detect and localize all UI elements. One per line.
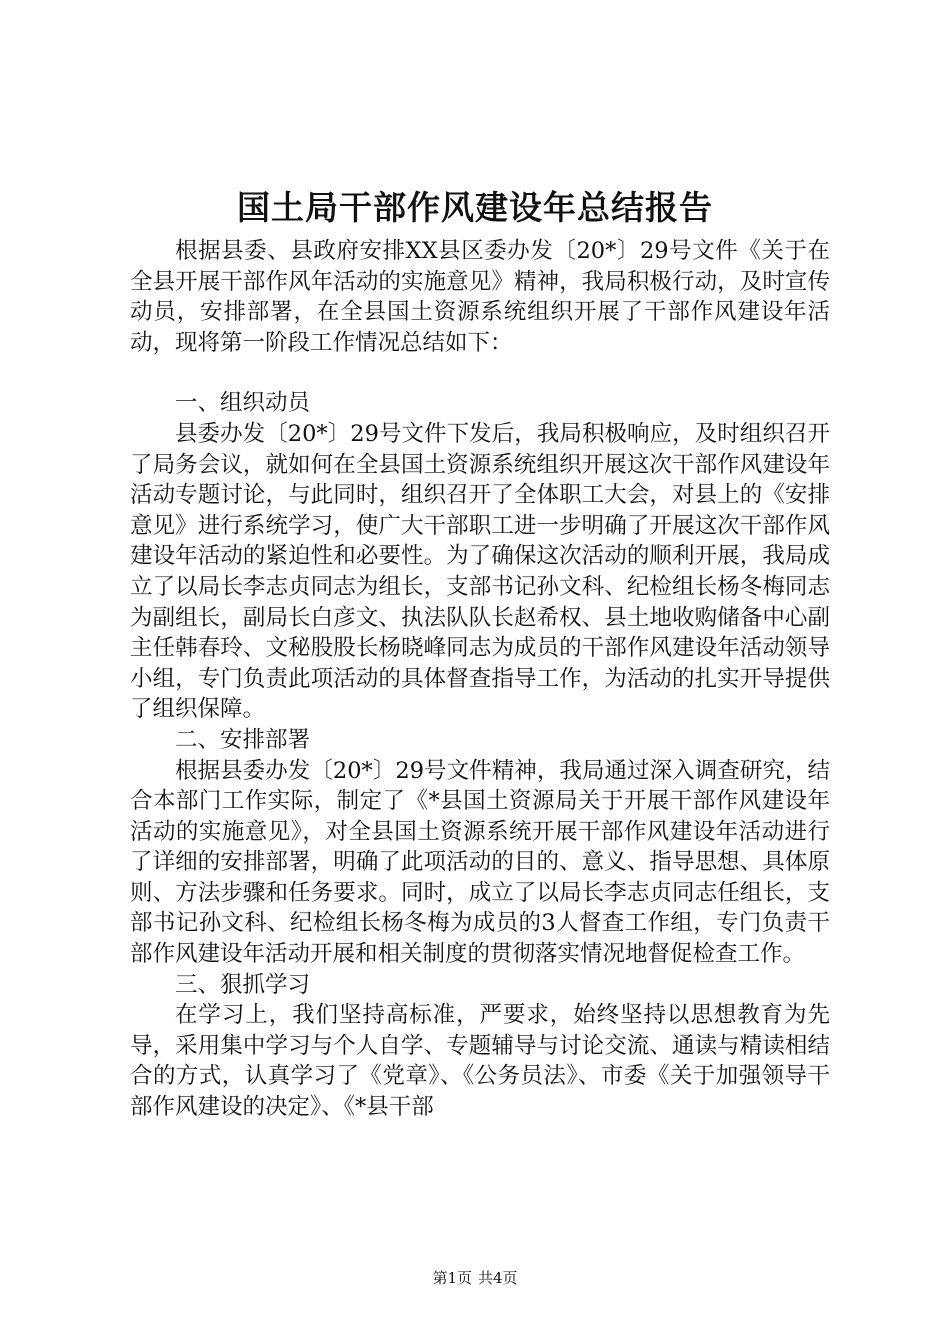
section-heading-1: 一、组织动员 bbox=[175, 390, 311, 417]
paragraph-spacer bbox=[130, 358, 830, 388]
intro-paragraph: 根据县委、县政府安排XX县区委办发〔20*〕29号文件《关于在全县开展干部作风年活动的实施意见》精神，我局积极行动，及时宣传动员，安排部署，在全县国土资源系统组织开展了干部作风建设年活动，现将第一阶段工作情况总结如下： bbox=[130, 238, 830, 356]
page-footer bbox=[0, 1268, 950, 1288]
section-heading-2: 二、安排部署 bbox=[175, 726, 311, 753]
page-number: 第1页 bbox=[432, 1269, 472, 1287]
document-body bbox=[130, 236, 830, 1123]
section-body-3: 在学习上，我们坚持高标准，严要求，始终坚持以思想教育为先导，采用集中学习与个人自学、专题辅导与讨论交流、通读与精读相结合的方式，认真学习了《党章》、《公务员法》、市委《关于加强领导干部作风建设的决定》、《*县干部 bbox=[130, 1002, 830, 1121]
document-title: 国土局干部作风建设年总结报告 bbox=[237, 188, 713, 227]
section-heading-3: 三、狠抓学习 bbox=[175, 971, 311, 998]
section-body-1: 县委办发〔20*〕29号文件下发后，我局积极响应，及时组织召开了局务会议，就如何在全县国土资源系统组织开展这次干部作风建设年活动专题讨论，与此同时，组织召开了全体职工大会，对县上的《安排意见》进行系统学习，使广大干部职工进一步明确了开展这次干部作风建设年活动的紧迫性和必要性。为了确保这次活动的顺利开展，我局成立了以局长李志贞同志为组长，支部书记孙文科、纪检组长杨冬梅同志为副组长，副局长白彦文、执法队队长赵希权、县土地收购储备中心副主任韩春玲、文秘股股长杨晓峰同志为成员的干部作风建设年活动领导小组，专门负责此项活动的具体督查指导工作，为活动的扎实开导提供了组织保障。 bbox=[130, 420, 830, 723]
page-total: 共4页 bbox=[478, 1269, 518, 1287]
section-body-2: 根据县委办发〔20*〕29号文件精神，我局通过深入调查研究，结合本部门工作实际，制定了《*县国土资源局关于开展干部作风建设年活动的实施意见》，对全县国土资源系统开展干部作风建设年活动进行了详细的安排部署，明确了此项活动的目的、意义、指导思想、具体原则、方法步骤和任务要求。同时，成立了以局长李志贞同志任组长，支部书记孙文科、纪检组长杨冬梅为成员的3人督查工作组，专门负责干部作风建设年活动开展和相关制度的贯彻落实情况地督促检查工作。 bbox=[130, 757, 830, 968]
